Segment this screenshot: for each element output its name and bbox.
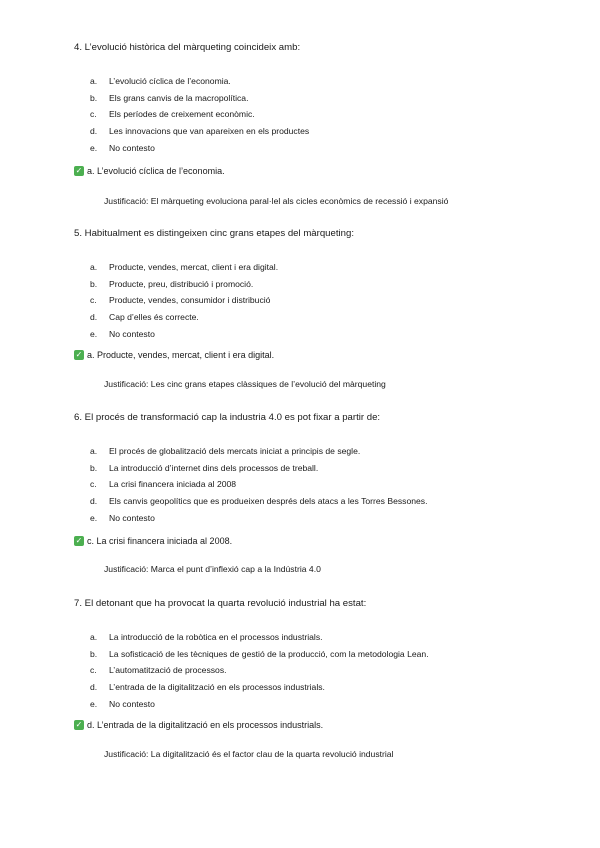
check-icon: ✓ bbox=[75, 720, 83, 729]
option-letter: b. bbox=[90, 648, 98, 659]
question-title: 6. El procés de transformació cap la industria 4.0 es pot fixar a partir de: bbox=[74, 412, 381, 423]
option-text: La introducció d’internet dins dels processos de treball. bbox=[109, 462, 319, 473]
option-text: El procés de globalització dels mercats iniciat a principis de segle. bbox=[109, 446, 361, 457]
option-letter: d. bbox=[90, 126, 98, 137]
option-item bbox=[90, 276, 278, 293]
option-text: La introducció de la robòtica en el processos industrials. bbox=[109, 632, 323, 643]
option-text: Producte, vendes, consumidor i distribució bbox=[109, 295, 271, 306]
option-item bbox=[90, 139, 309, 156]
check-icon: ✓ bbox=[75, 166, 83, 175]
answer-text: a. L’evolució cíclica de l’economia. bbox=[87, 166, 225, 176]
option-item bbox=[90, 695, 429, 712]
option-item bbox=[90, 662, 429, 679]
option-letter: b. bbox=[90, 278, 98, 289]
option-text: No contesto bbox=[109, 512, 155, 523]
question-block bbox=[74, 228, 544, 397]
option-text: L’entrada de la digitalització en els processos industrials. bbox=[109, 682, 325, 693]
option-item bbox=[90, 309, 278, 326]
option-item bbox=[90, 509, 427, 526]
answer-text: c. La crisi financera iniciada al 2008. bbox=[87, 536, 233, 546]
option-list bbox=[90, 629, 429, 712]
question-title: 4. L’evolució històrica del màrqueting coincideix amb: bbox=[74, 42, 301, 53]
question-block bbox=[74, 42, 544, 214]
check-icon: ✓ bbox=[75, 350, 83, 359]
option-text: Els grans canvis de la macropolítica. bbox=[109, 92, 249, 103]
option-item bbox=[90, 646, 429, 663]
justification-text: Justificació: El màrqueting evoluciona paral·lel als cicles econòmics de recessió i expansió bbox=[104, 196, 449, 206]
option-letter: e. bbox=[90, 328, 98, 339]
option-item bbox=[90, 679, 429, 696]
justification-text: Justificació: La digitalització és el factor clau de la quarta revolució industrial bbox=[104, 749, 394, 759]
option-item bbox=[90, 460, 427, 477]
option-item bbox=[90, 443, 427, 460]
option-text: Producte, preu, distribució i promoció. bbox=[109, 278, 254, 289]
option-item bbox=[90, 292, 278, 309]
option-text: No contesto bbox=[109, 142, 155, 153]
option-item bbox=[90, 325, 278, 342]
option-letter: d. bbox=[90, 312, 98, 323]
option-letter: d. bbox=[90, 682, 98, 693]
option-item bbox=[90, 73, 309, 90]
option-text: Les innovacions que van apareixen en els productes bbox=[109, 126, 310, 137]
option-item bbox=[90, 106, 309, 123]
option-letter: a. bbox=[90, 446, 98, 457]
option-letter: a. bbox=[90, 632, 98, 643]
option-letter: c. bbox=[90, 295, 97, 306]
option-list bbox=[90, 443, 427, 526]
option-letter: e. bbox=[90, 698, 98, 709]
question-title: 5. Habitualment es distingeixen cinc grans etapes del màrqueting: bbox=[74, 228, 354, 239]
correct-answer bbox=[74, 166, 225, 176]
option-text: No contesto bbox=[109, 328, 155, 339]
option-text: L’automatització de processos. bbox=[109, 665, 227, 676]
option-item bbox=[90, 493, 427, 510]
check-icon: ✓ bbox=[75, 536, 83, 545]
option-text: L’evolució cíclica de l’economia. bbox=[109, 76, 231, 87]
option-text: Els períodes de creixement econòmic. bbox=[109, 109, 255, 120]
option-item bbox=[90, 629, 429, 646]
answer-text: a. Producte, vendes, mercat, client i era digital. bbox=[87, 350, 275, 360]
correct-answer bbox=[74, 536, 232, 546]
option-letter: e. bbox=[90, 142, 98, 153]
option-letter: e. bbox=[90, 512, 98, 523]
option-text: Els canvis geopolítics que es produeixen després dels atacs a les Torres Bessones. bbox=[109, 496, 428, 507]
option-text: La crisi financera iniciada al 2008 bbox=[109, 479, 237, 490]
option-item bbox=[90, 123, 309, 140]
option-letter: b. bbox=[90, 462, 98, 473]
option-list bbox=[90, 259, 278, 342]
option-letter: c. bbox=[90, 109, 97, 120]
correct-answer bbox=[74, 350, 274, 360]
option-letter: d. bbox=[90, 496, 98, 507]
question-block bbox=[74, 598, 544, 767]
option-text: Cap d’elles és correcte. bbox=[109, 312, 199, 323]
option-text: No contesto bbox=[109, 698, 155, 709]
option-item bbox=[90, 259, 278, 276]
option-text: Producte, vendes, mercat, client i era digital. bbox=[109, 262, 279, 273]
option-letter: a. bbox=[90, 76, 98, 87]
question-title: 7. El detonant que ha provocat la quarta revolució industrial ha estat: bbox=[74, 598, 367, 609]
option-letter: b. bbox=[90, 92, 98, 103]
answer-text: d. L’entrada de la digitalització en els processos industrials. bbox=[87, 720, 324, 730]
option-letter: c. bbox=[90, 479, 97, 490]
correct-answer bbox=[74, 720, 323, 730]
option-letter: a. bbox=[90, 262, 98, 273]
justification-text: Justificació: Les cinc grans etapes clàssiques de l’evolució del màrqueting bbox=[104, 379, 386, 389]
option-letter: c. bbox=[90, 665, 97, 676]
question-block bbox=[74, 412, 544, 582]
option-item bbox=[90, 476, 427, 493]
option-list bbox=[90, 73, 309, 156]
justification-text: Justificació: Marca el punt d’inflexió cap a la Indústria 4.0 bbox=[104, 564, 321, 574]
option-item bbox=[90, 90, 309, 107]
option-text: La sofisticació de les tècniques de gestió de la producció, com la metodologia Lean. bbox=[109, 648, 429, 659]
